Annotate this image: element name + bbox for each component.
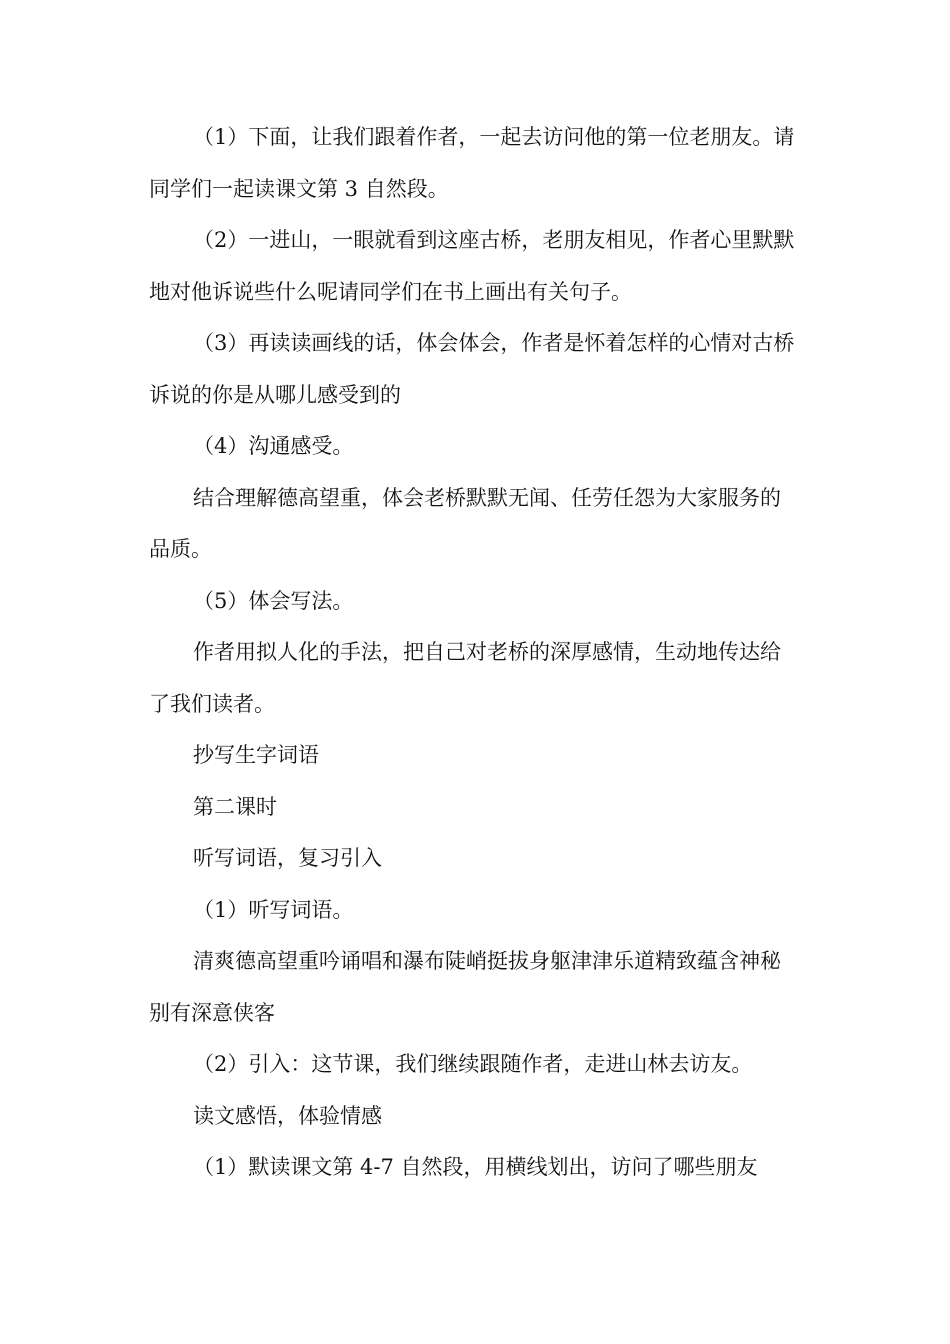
paragraph: （1）默读课文第 4-7 自然段，用横线划出，访问了哪些朋友: [193, 1155, 758, 1179]
heading-second-lesson: 第二课时: [193, 794, 277, 819]
paragraph: （1）听写词语。: [193, 897, 354, 922]
heading-copy-words: 抄写生字词语: [193, 743, 319, 767]
paragraph: （4）沟通感受。: [193, 434, 354, 458]
paragraph: （2）引入：这节课，我们继续跟随作者，走进山林去访友。: [193, 1052, 753, 1076]
paragraph: 结合理解德高望重，体会老桥默默无闻、任劳任怨为大家服务的品质。: [149, 485, 781, 561]
paragraph: （2）一进山，一眼就看到这座古桥，老朋友相见，作者心里默默地对他诉说些什么呢请同学们在书上画出有关句子。: [149, 228, 795, 304]
paragraph: 作者用拟人化的手法，把自己对老桥的深厚感情，生动地传达给了我们读者。: [149, 640, 781, 716]
paragraph: （5）体会写法。: [193, 588, 354, 613]
heading-dictation-review: 听写词语，复习引入: [193, 846, 382, 870]
paragraph: （1）下面，让我们跟着作者，一起去访问他的第一位老朋友。请同学们一起读课文第 3 自然段。: [149, 125, 795, 201]
word-list: 清爽德高望重吟诵唱和瀑布陡峭挺拔身躯津津乐道精致蕴含神秘别有深意侠客: [149, 949, 781, 1025]
heading-reading-feeling: 读文感悟，体验情感: [193, 1103, 382, 1128]
paragraph: （3）再读读画线的话，体会体会，作者是怀着怎样的心情对古桥诉说的你是从哪儿感受到的: [149, 331, 795, 407]
document-body: [149, 112, 801, 1194]
